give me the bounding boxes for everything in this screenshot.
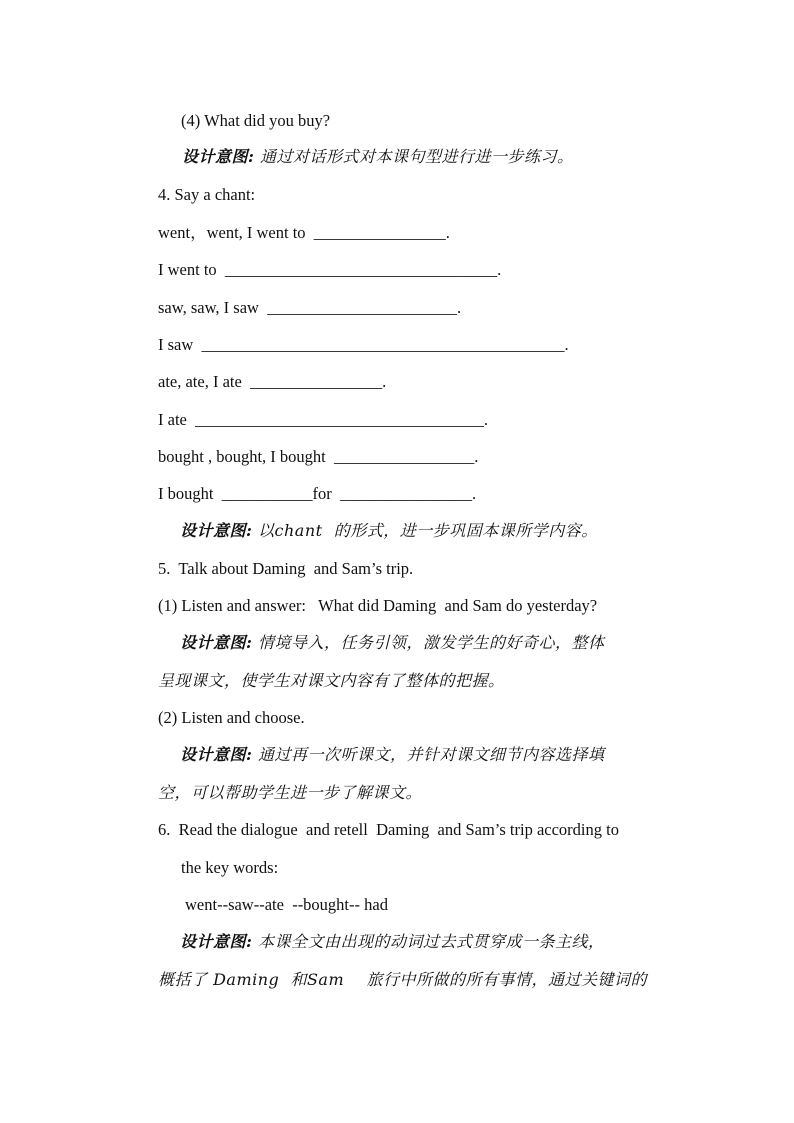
chant-line-7: bought , bought, I bought _________________. xyxy=(158,447,479,466)
chant-line-6: I ate ___________________________________. xyxy=(158,410,488,429)
design-intent-text: 情境导入，任务引领，激发学生的好奇心，整体 xyxy=(252,633,605,652)
design-intent-label: 设计意图: xyxy=(180,932,253,951)
design-intent-5 xyxy=(180,931,605,953)
design-intent-text: 以chant 的形式，进一步巩固本课所学内容。 xyxy=(252,521,598,540)
design-intent-label: 设计意图: xyxy=(180,633,253,652)
design-intent-text: 通过再一次听课文，并针对课文细节内容选择填 xyxy=(252,745,605,764)
chant-line-4: I saw ____________________________________________. xyxy=(158,335,569,354)
listen-choose-line: (2) Listen and choose. xyxy=(158,708,305,727)
section-5-heading: 5. Talk about Daming and Sam’s trip. xyxy=(158,559,414,578)
section-6-heading: 6. Read the dialogue and retell Daming and Sam’s trip according to xyxy=(158,820,619,839)
section-4-heading: 4. Say a chant: xyxy=(158,185,256,204)
design-intent-4 xyxy=(180,744,605,766)
design-intent-3 xyxy=(180,632,605,654)
key-words-line: went--saw--ate --bought-- had xyxy=(185,895,388,914)
design-intent-3-continued: 呈现课文，使学生对课文内容有了整体的把握。 xyxy=(158,671,505,690)
design-intent-1 xyxy=(182,146,574,168)
listen-answer-line: (1) Listen and answer: What did Daming and Sam do yesterday? xyxy=(158,596,598,615)
design-intent-label: 设计意图: xyxy=(182,147,255,166)
chant-line-3: saw, saw, I saw _______________________. xyxy=(158,298,462,317)
design-intent-label: 设计意图: xyxy=(180,745,253,764)
chant-line-2: I went to _________________________________. xyxy=(158,260,502,279)
design-intent-5-continued: 概括了 Daming 和Sam 旅行中所做的所有事情，通过关键词的 xyxy=(158,970,647,989)
design-intent-text: 通过对话形式对本课句型进行进一步练习。 xyxy=(254,147,574,166)
design-intent-label: 设计意图: xyxy=(180,521,253,540)
design-intent-2 xyxy=(180,520,598,542)
chant-line-5: ate, ate, I ate ________________. xyxy=(158,372,387,391)
chant-line-8: I bought ___________for ________________. xyxy=(158,484,477,503)
question-4-text: (4) What did you buy? xyxy=(181,111,331,130)
design-intent-text: 本课全文由出现的动词过去式贯穿成一条主线， xyxy=(252,932,605,951)
section-6-continued: the key words: xyxy=(181,858,279,877)
chant-line-1: went，went, I went to ________________. xyxy=(158,223,450,242)
design-intent-4-continued: 空，可以帮助学生进一步了解课文。 xyxy=(158,783,423,802)
